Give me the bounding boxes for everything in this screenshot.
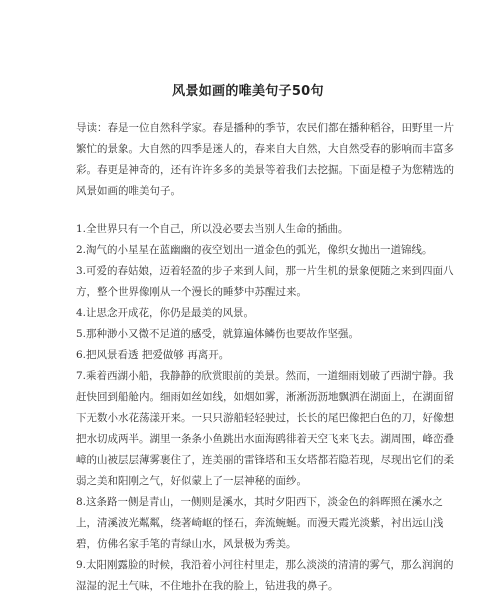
document-body bbox=[76, 118, 456, 597]
list-item: 3.可爱的春姑娘，迈着轻盈的步子来到人间，那一片生机的景象便随之来到四面八方，整个世界像刚从一个漫长的睡梦中苏醒过来。 bbox=[76, 265, 454, 298]
list-item: 7.乘着西湖小船，我静静的欣赏眼前的美景。然而，一道细雨划破了西湖宁静。我赶快回到船舱内。细雨如丝如线，如烟如雾，淅淅沥沥地飘洒在湖面上，在湖面留下无数小水花荡漾开来。一只只游船轻轻驶过，长长的尾巴像把白色的刀，好像想把水切成两半。湖里一条条小鱼跳出水面海鸥徘着天空飞来飞去。湖周围，峰峦叠嶂的山被层层薄雾裹住了，连美丽的雷锋塔和玉女塔都若隐若现，尽现出它们的柔弱之美和阳刚之气，好似蒙上了一层神秘的面纱。 bbox=[76, 370, 454, 487]
list-item: 5.那种渺小又微不足道的感受，就算遍体鳞伤也要故作坚强。 bbox=[76, 328, 360, 340]
list-item: 2.淘气的小星星在蓝幽幽的夜空划出一道金色的弧光，像织女抛出一道锦线。 bbox=[76, 244, 433, 256]
list-item: 8.这条路一侧是青山，一侧则是溪水，其时夕阳西下，淡金色的斜晖照在溪水之上，清溪波光粼粼，绕著崎岖的怪石，奔流蜿蜒。而漫天霞光淡紫，衬出远山浅碧，仿佛名家手笔的青绿山水，风景极为秀美。 bbox=[76, 496, 444, 550]
list-item: 4.让思念开成花，你仍是最美的风景。 bbox=[76, 307, 255, 319]
list-item: 9.太阳刚露脸的时候，我沿着小河往村里走，那么淡淡的清清的雾气，那么润润的湿湿的泥土气味，不住地扑在我的脸上，钻进我的鼻子。 bbox=[76, 559, 454, 592]
document-title: 风景如画的唯美句子50句 bbox=[172, 84, 324, 99]
list-item: 6.把风景看透 把爱做够 再离开。 bbox=[76, 349, 230, 361]
intro-paragraph: 导读：春是一位自然科学家。春是播种的季节，农民们都在播种稻谷，田野里一片繁忙的景象。大自然的四季是迷人的，春来自大自然，大自然受春的影响而丰富多彩。春更是神奇的，还有许许多多的美景等着我们去挖掘。下面是橙子为您精选的风景如画的唯美句子。 bbox=[76, 122, 454, 197]
list-item: 1.全世界只有一个自己，所以没必要去当别人生命的插曲。 bbox=[76, 223, 349, 235]
